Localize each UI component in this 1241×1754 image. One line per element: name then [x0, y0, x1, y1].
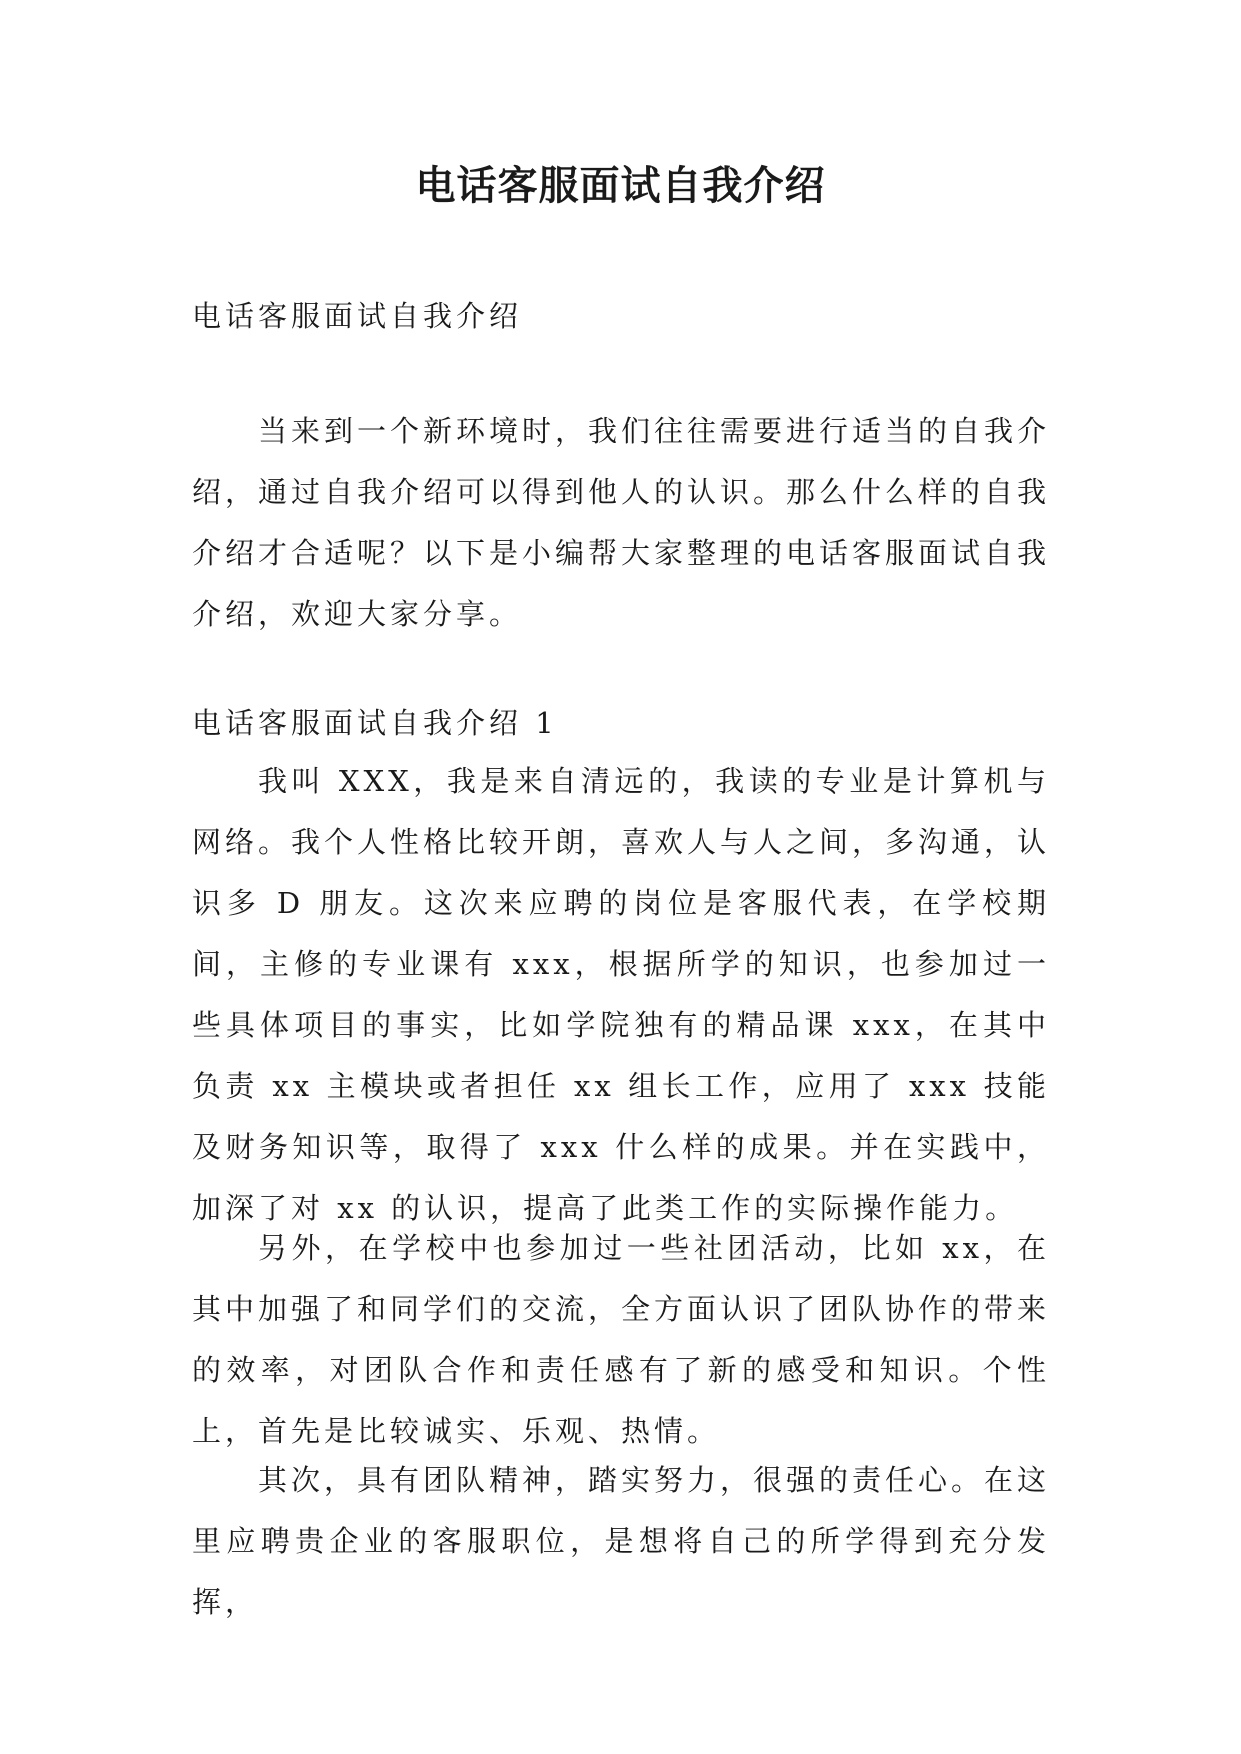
body-paragraph-3: 其次，具有团队精神，踏实努力，很强的责任心。在这里应聘贵企业的客服职位，是想将自己的所学得到充分发挥，	[192, 1463, 1051, 1619]
document-title: 电话客服面试自我介绍	[415, 162, 826, 209]
body-paragraph-1: 我叫 XXX，我是来自清远的，我读的专业是计算机与网络。我个人性格比较开朗，喜欢人与人之间，多沟通，认识多 D 朋友。这次来应聘的岗位是客服代表，在学校期间，主修的专业课有 xxx，根据所学的知识，也参加过一些具体项目的事实，比如学院独有的精品课 xxx，在其中负责 xx 主模块或者担任 xx 组长工作，应用了 xxx 技能及财务知识等，取得了 xxx 什么样的成果。并在实践中，加深了对 xx 的认识，提高了此类工作的实际操作能力。	[192, 764, 1051, 1225]
intro-paragraph: 当来到一个新环境时，我们往往需要进行适当的自我介绍，通过自我介绍可以得到他人的认识。那么什么样的自我介绍才合适呢？以下是小编帮大家整理的电话客服面试自我介绍，欢迎大家分享。	[192, 414, 1051, 631]
section-heading: 电话客服面试自我介绍 1	[192, 706, 558, 740]
body-paragraph-2: 另外，在学校中也参加过一些社团活动，比如 xx，在其中加强了和同学们的交流，全方面认识了团队协作的带来的效率，对团队合作和责任感有了新的感受和知识。个性上，首先是比较诚实、乐观、热情。	[192, 1231, 1051, 1448]
document-subtitle: 电话客服面试自我介绍	[192, 299, 523, 333]
